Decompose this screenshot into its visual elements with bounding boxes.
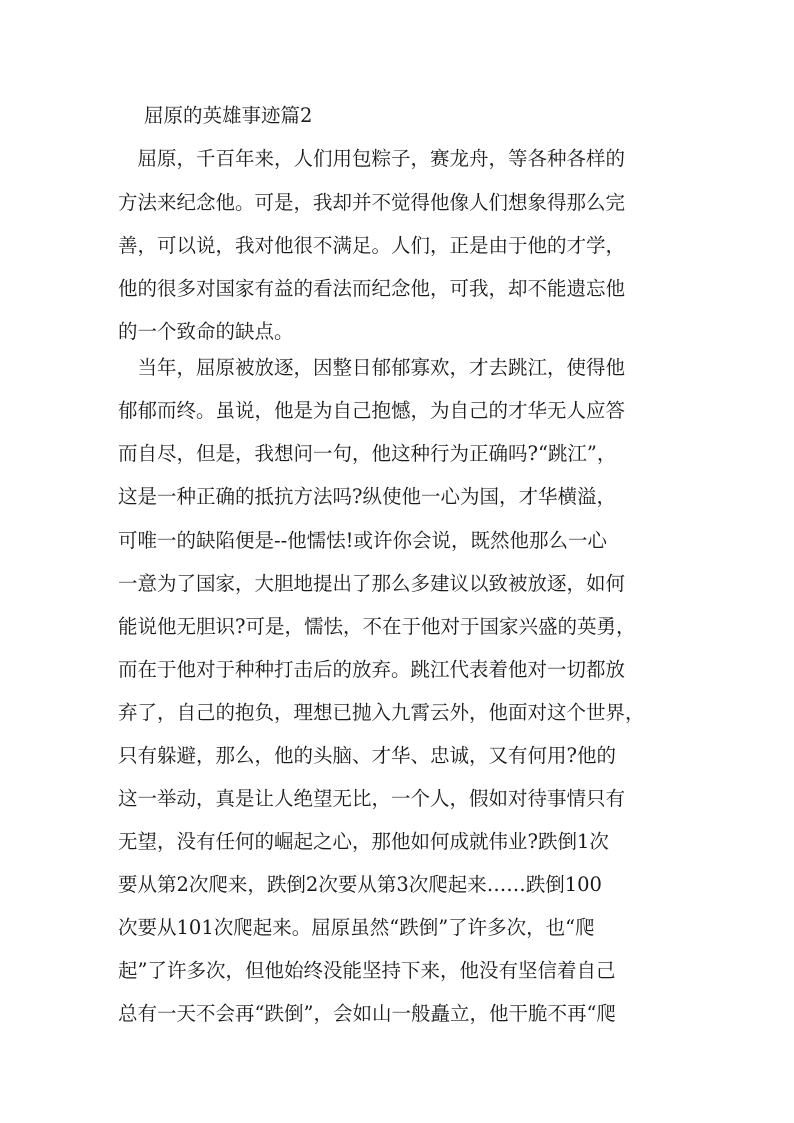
text-line: 起”了许多次，但他始终没能坚持下来，他没有坚信着自己 — [118, 959, 616, 982]
text-line: 而在于他对于种种打击后的放弃。跳江代表着他对一切都放 — [118, 658, 626, 681]
text-line: 方法来纪念他。可是，我却并不觉得他像人们想象得那么完 — [118, 191, 626, 214]
text-line: 弃了，自己的抱负，理想已抛入九霄云外，他面对这个世界， — [118, 701, 645, 724]
text-line: 他的很多对国家有益的看法而纪念他，可我，却不能遗忘他 — [118, 277, 626, 300]
text-line: 屈原，千百年来，人们用包粽子，赛龙舟，等各种各样的 — [118, 147, 626, 170]
text-line: 无望，没有任何的崛起之心，那他如何成就伟业?跌倒1次 — [118, 830, 609, 853]
text-line: 而自尽，但是，我想问一句，他这种行为正确吗?“跳江”， — [118, 442, 617, 465]
text-line: 当年，屈原被放逐，因整日郁郁寡欢，才去跳江，使得他 — [118, 356, 626, 379]
text-line: 善，可以说，我对他很不满足。人们，正是由于他的才学， — [118, 234, 626, 257]
text-line: 次要从101次爬起来。屈原虽然“跌倒”了许多次，也“爬 — [118, 916, 595, 939]
text-line: 要从第2次爬来，跌倒2次要从第3次爬起来……跌倒100 — [118, 873, 602, 896]
document-title: 屈原的英雄事迹篇2 — [144, 104, 313, 127]
text-line: 能说他无胆识?可是，懦怯，不在于他对于国家兴盛的英勇， — [118, 615, 636, 638]
text-line: 这一举动，真是让人绝望无比，一个人，假如对待事情只有 — [118, 787, 626, 810]
text-line: 可唯一的缺陷便是--他懦怯!或许你会说，既然他那么一心 — [118, 529, 608, 552]
text-line: 一意为了国家，大胆地提出了那么多建议以致被放逐，如何 — [118, 572, 626, 595]
text-line: 的一个致命的缺点。 — [118, 320, 294, 343]
text-line: 总有一天不会再“跌倒”，会如山一般矗立，他干脆不再“爬 — [118, 1002, 616, 1025]
text-line: 郁郁而终。虽说，他是为自己抱憾，为自己的才华无人应答 — [118, 399, 626, 422]
text-line: 这是一种正确的抵抗方法吗?纵使他一心为国，才华横溢， — [118, 485, 616, 508]
text-line: 只有躲避，那么，他的头脑、才华、忠诚，又有何用?他的 — [118, 744, 616, 767]
